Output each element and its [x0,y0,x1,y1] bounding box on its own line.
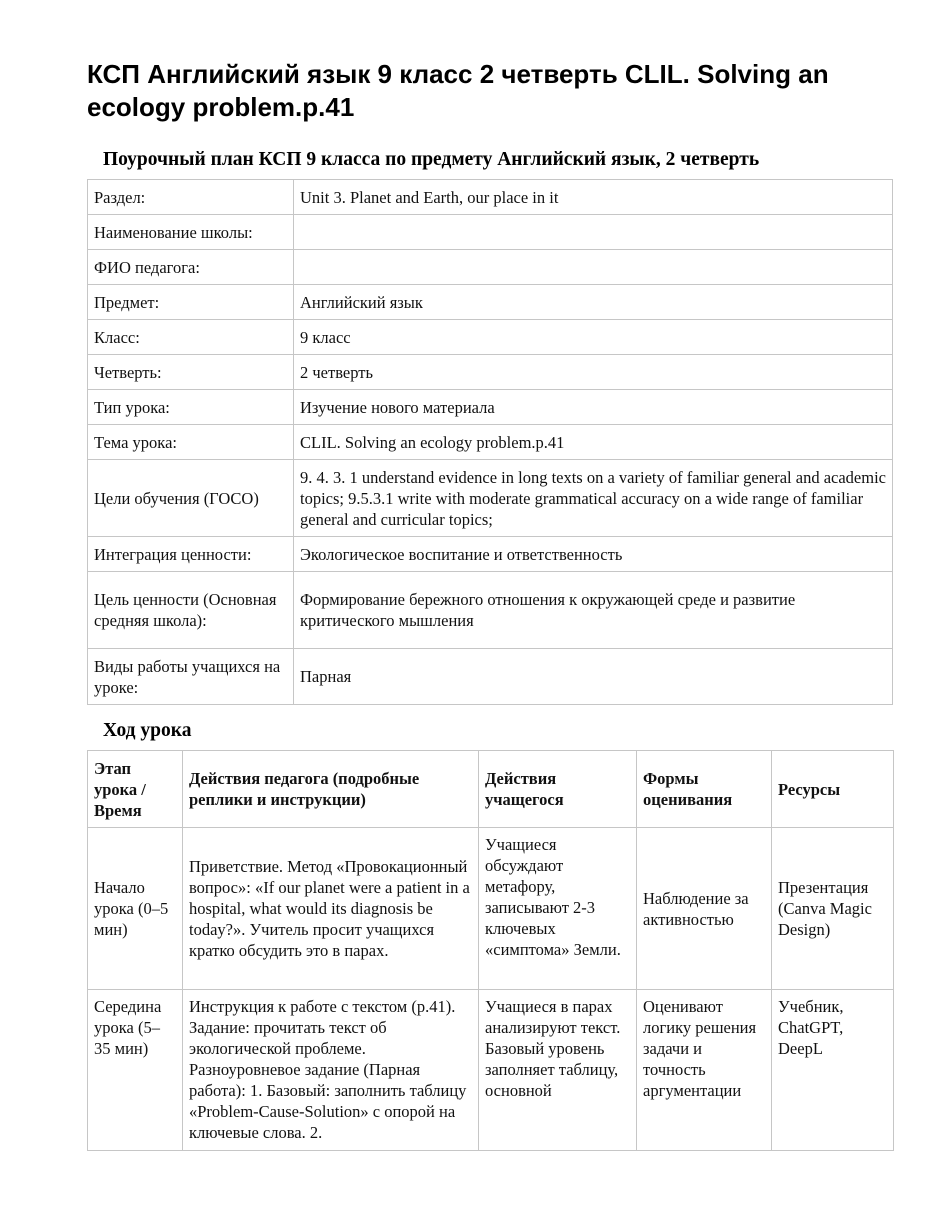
info-value: Парная [294,649,893,705]
info-label: Раздел: [88,180,294,215]
info-value: Формирование бережного отношения к окружающей среде и развитие критического мышления [294,572,893,649]
info-row [88,250,893,285]
info-row [88,180,893,215]
info-label: Виды работы учащихся на уроке: [88,649,294,705]
header-stage: Этап урока / Время [88,751,183,828]
info-value: CLIL. Solving an ecology problem.p.41 [294,425,893,460]
teacher-actions-cell: Инструкция к работе с текстом (p.41). Задание: прочитать текст об экологической проблеме. Разноуровневое задание (Парная работа): 1. Базовый: заполнить таблицу «Problem-Cause-Solution» с опорой на ключевые слова. 2. [183,990,479,1151]
info-row [88,320,893,355]
resources-cell: Презентация (Canva Magic Design) [772,828,894,990]
info-row [88,285,893,320]
stage-cell: Середина урока (5–35 мин) [88,990,183,1151]
header-teacher-actions: Действия педагога (подробные реплики и инструкции) [183,751,479,828]
info-row [88,425,893,460]
info-label: Интеграция ценности: [88,537,294,572]
info-row [88,537,893,572]
lesson-flow-table [87,750,894,1151]
info-label: ФИО педагога: [88,250,294,285]
info-value: Unit 3. Planet and Earth, our place in it [294,180,893,215]
header-assessment: Формы оценивания [637,751,772,828]
resources-cell: Учебник, ChatGPT, DeepL [772,990,894,1151]
info-label: Тип урока: [88,390,294,425]
info-label: Цели обучения (ГОСО) [88,460,294,537]
lesson-flow-heading: Ход урока [103,720,192,741]
lesson-info-table [87,179,893,705]
info-value: 2 четверть [294,355,893,390]
info-value: 9. 4. 3. 1 understand evidence in long texts on a variety of familiar general and academic topics; 9.5.3.1 write with moderate grammatical accuracy on a wide range of familiar general and curricular topics; [294,460,893,537]
info-row [88,649,893,705]
plan-heading: Поурочный план КСП 9 класса по предмету Английский язык, 2 четверть [103,149,760,170]
info-row [88,355,893,390]
info-value: Английский язык [294,285,893,320]
info-label: Предмет: [88,285,294,320]
info-row [88,215,893,250]
info-label: Класс: [88,320,294,355]
assessment-cell: Наблюдение за активностью [637,828,772,990]
stage-cell: Начало урока (0–5 мин) [88,828,183,990]
info-value [294,250,893,285]
info-value [294,215,893,250]
info-row [88,572,893,649]
lesson-row [88,990,894,1151]
header-resources: Ресурсы [772,751,894,828]
lesson-row [88,828,894,990]
info-label: Четверть: [88,355,294,390]
info-label: Тема урока: [88,425,294,460]
info-value: Экологическое воспитание и ответственность [294,537,893,572]
info-value: 9 класс [294,320,893,355]
info-label: Наименование школы: [88,215,294,250]
lesson-header-row [88,751,894,828]
info-row [88,460,893,537]
header-student-actions: Действия учащегося [479,751,637,828]
document-title: КСП Английский язык 9 класс 2 четверть CLIL. Solving an ecology problem.p.41 [87,59,829,122]
teacher-actions-cell: Приветствие. Метод «Провокационный вопрос»: «If our planet were a patient in a hospital, what would its diagnosis be today?». Учитель просит учащихся кратко обсудить это в парах. [183,828,479,990]
info-row [88,390,893,425]
student-actions-cell: Учащиеся в парах анализируют текст. Базовый уровень заполняет таблицу, основной [479,990,637,1151]
info-value: Изучение нового материала [294,390,893,425]
info-label: Цель ценности (Основная средняя школа): [88,572,294,649]
assessment-cell: Оценивают логику решения задачи и точность аргументации [637,990,772,1151]
student-actions-cell: Учащиеся обсуждают метафору, записывают 2-3 ключевых «симптома» Земли. [479,828,637,990]
